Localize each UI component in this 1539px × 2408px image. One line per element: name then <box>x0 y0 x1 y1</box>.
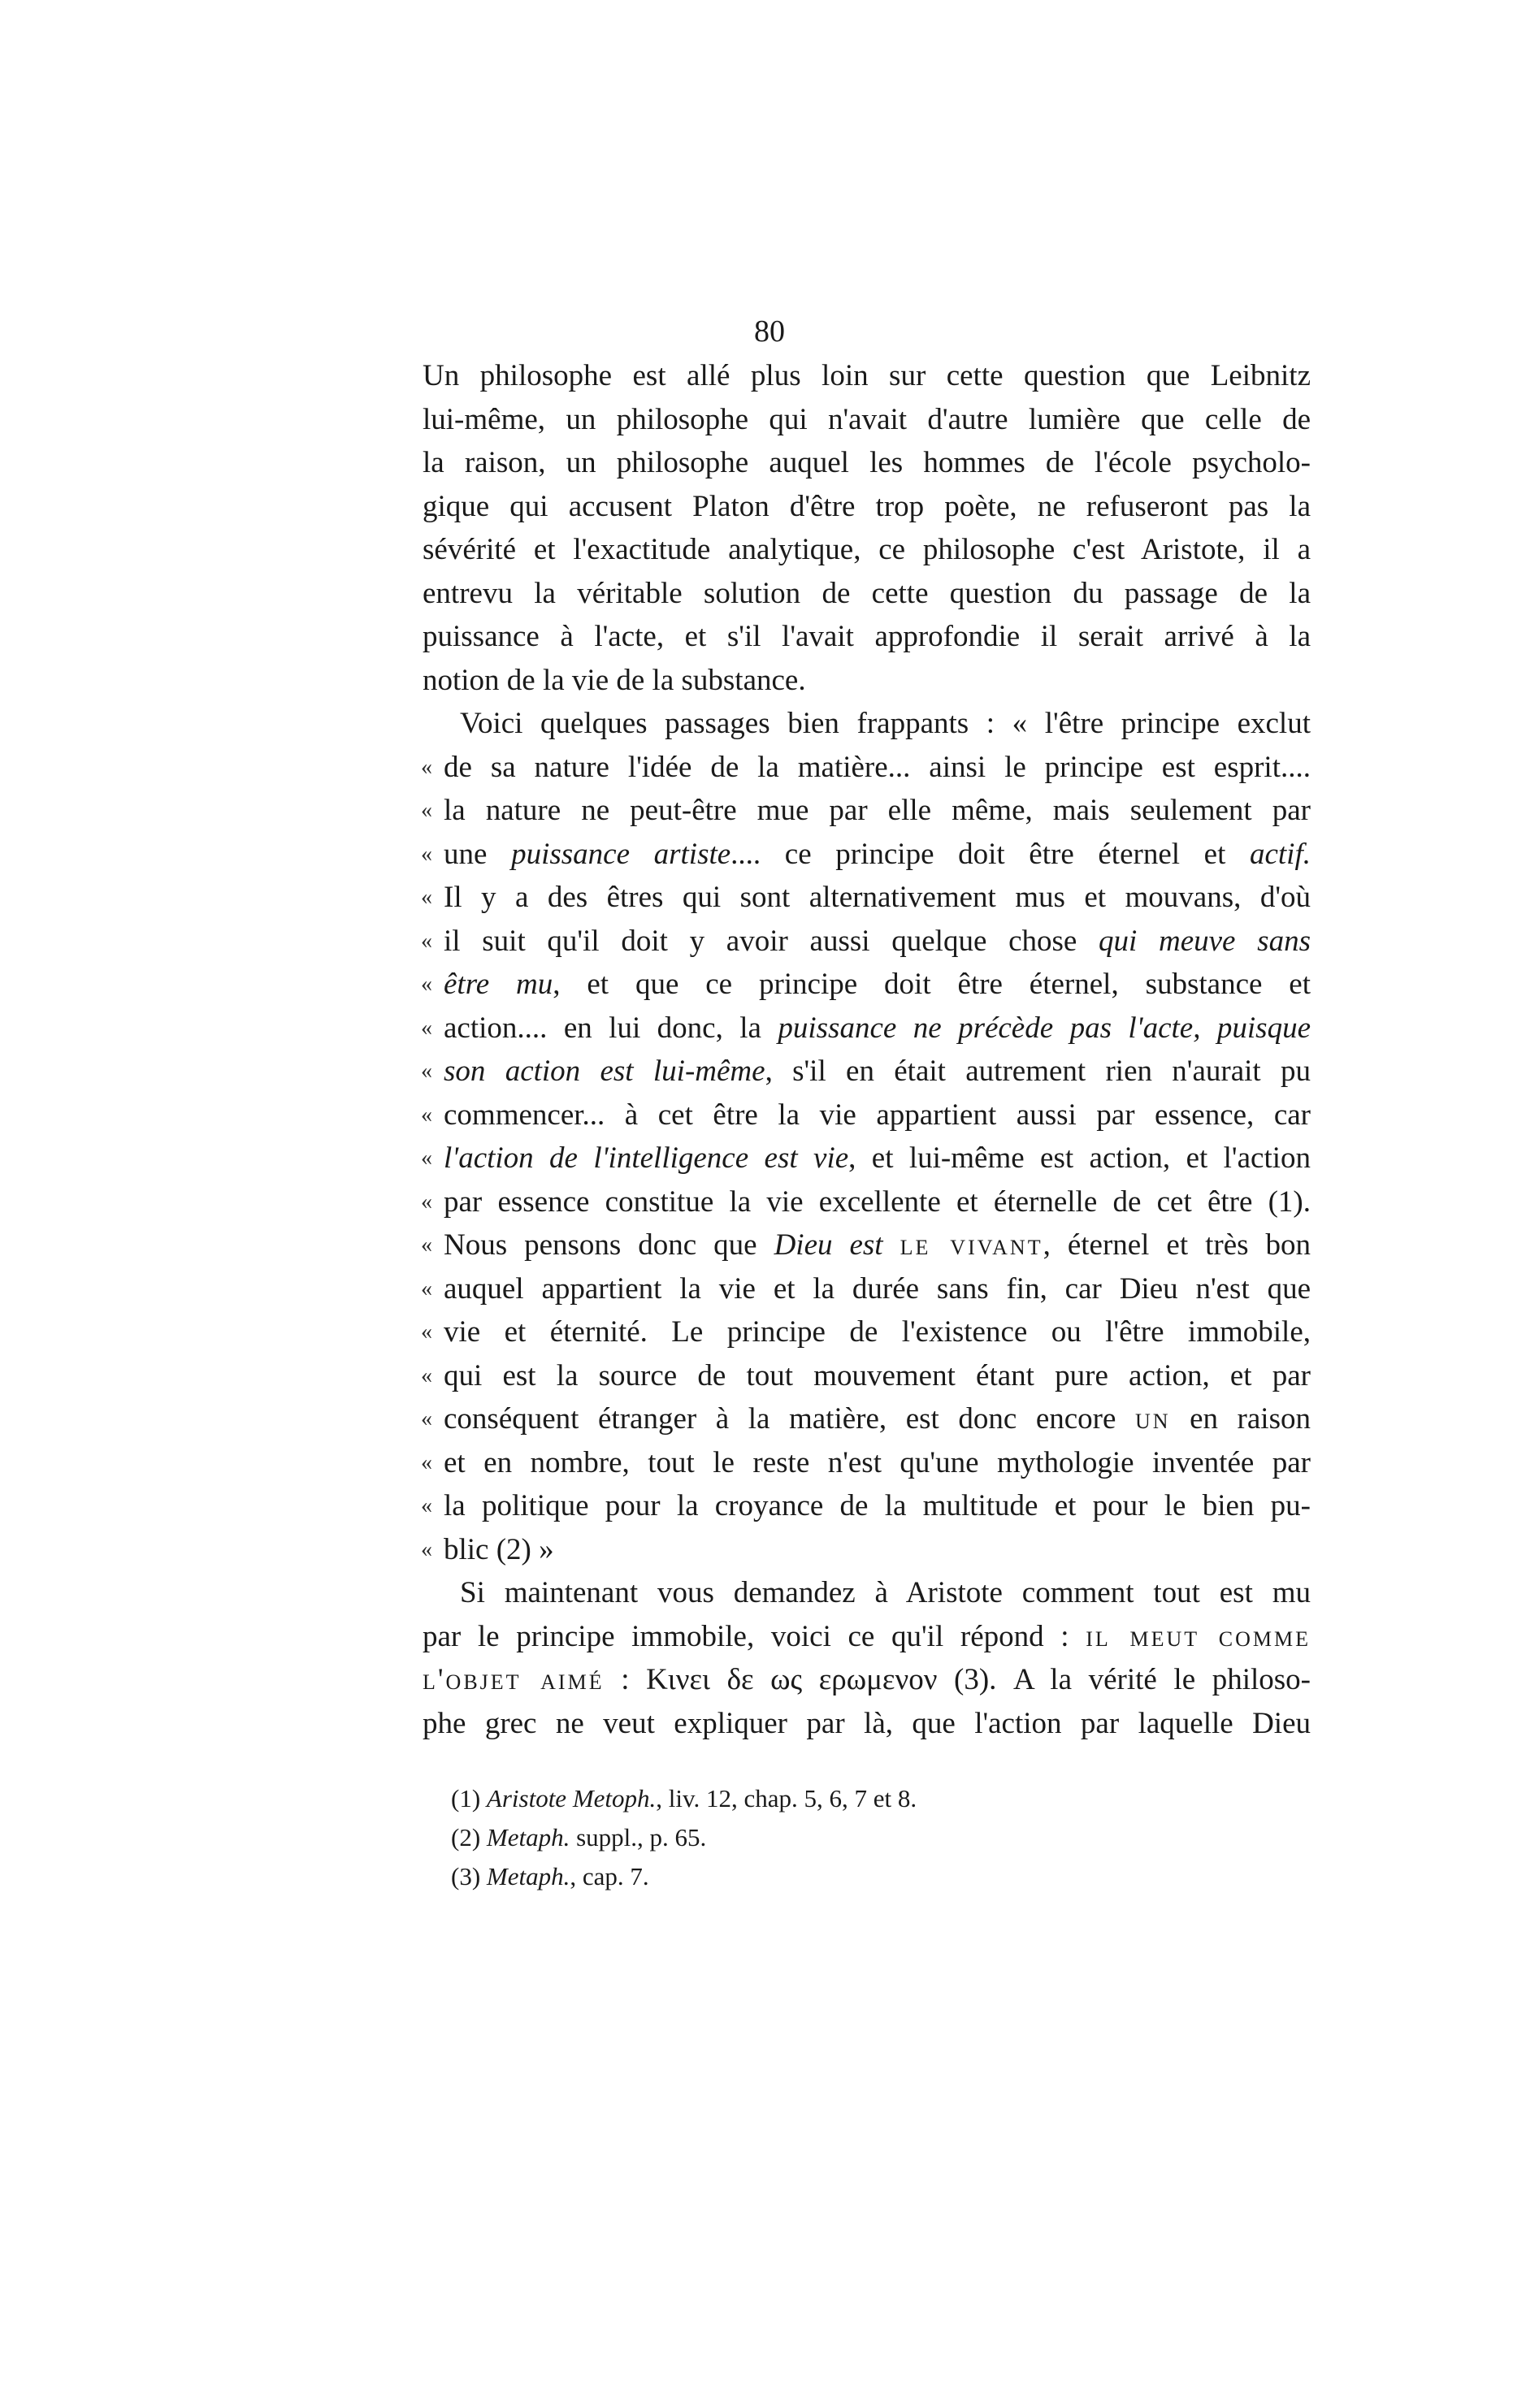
footnote <box>451 1818 1312 1857</box>
body-text <box>423 354 1311 1745</box>
line-text: auquel appartient la vie et la durée sans fin, car Dieu n'est que <box>444 1271 1311 1306</box>
italic-text: qui meuve sans <box>1099 924 1311 958</box>
italic-text: être mu <box>444 968 553 1001</box>
small-caps-text: le vivant <box>900 1228 1043 1262</box>
quote-mark: « <box>421 1493 432 1518</box>
quoted-line <box>423 1137 1311 1180</box>
quoted-line <box>423 1441 1311 1485</box>
line-text: , et que ce principe doit être éternel, substance et <box>553 968 1311 1001</box>
quoted-line <box>423 1094 1311 1137</box>
line-text: par le principe immobile, voici ce qu'il répond : <box>423 1619 1086 1653</box>
quoted-line <box>423 1007 1311 1050</box>
quoted-line <box>423 1223 1311 1267</box>
line-text: action.... en lui donc, la <box>444 1011 778 1045</box>
quote-mark: « <box>421 928 432 954</box>
line-text: il suit qu'il doit y avoir aussi quelque chose <box>444 924 1099 958</box>
line-text: , et lui-même est action, et l'action <box>848 1141 1311 1175</box>
line-text: une <box>444 837 512 871</box>
quoted-line <box>423 1397 1311 1441</box>
text-line: gique qui accusent Platon d'être trop poète, ne refuseront pas la <box>423 489 1311 523</box>
line-text: la nature ne peut-être mue par elle même, mais seulement par <box>444 794 1311 827</box>
text-line <box>423 1658 1311 1702</box>
text-line: Si maintenant vous demandez à Aristote comment tout est mu <box>460 1576 1311 1609</box>
text-line: puissance à l'acte, et s'il l'avait approfondie il serait arrivé à la <box>423 620 1311 653</box>
quoted-line <box>423 1310 1311 1354</box>
text-line <box>423 1615 1311 1659</box>
line-text: Il y a des êtres qui sont alternativement mus et mouvans, d'où <box>444 881 1311 914</box>
quote-mark: « <box>421 1015 432 1041</box>
footnote-source: Aristote Metoph. <box>486 1784 657 1812</box>
quote-mark: « <box>421 1232 432 1258</box>
italic-text: puissance ne précède pas l'acte, puisque <box>778 1011 1311 1045</box>
quote-mark: « <box>421 1406 432 1431</box>
text-line: sévérité et l'exactitude analytique, ce philosophe c'est Aristote, il a <box>423 533 1311 566</box>
line-text: , éternel et très bon <box>1043 1228 1311 1262</box>
footnote-text: , liv. 12, chap. 5, 6, 7 et 8. <box>656 1784 917 1812</box>
text-line: entrevu la véritable solution de cette question du passage de la <box>423 576 1311 610</box>
italic-text: Dieu est <box>774 1228 883 1262</box>
line-text: Nous pensons donc que <box>444 1228 774 1262</box>
quote-mark: « <box>421 972 432 997</box>
quoted-line <box>423 833 1311 877</box>
small-caps-text: il meut comme <box>1086 1619 1311 1653</box>
quote-mark: « <box>421 1059 432 1084</box>
line-text: blic (2) » <box>444 1532 554 1566</box>
line-text: conséquent étranger à la matière, est donc encore <box>444 1402 1135 1436</box>
footnote <box>451 1857 1312 1896</box>
italic-text: puissance artiste <box>511 837 731 871</box>
quote-mark: « <box>421 1362 432 1388</box>
quote-mark: « <box>421 885 432 910</box>
italic-text: son action est lui-même <box>444 1055 765 1088</box>
small-caps-text: l'objet aimé <box>423 1663 605 1696</box>
footnotes <box>451 1779 1312 1896</box>
line-text: et en nombre, tout le reste n'est qu'une mythologie inventée par <box>444 1445 1311 1479</box>
quoted-line <box>423 920 1311 964</box>
line-text: .... ce principe doit être éternel et <box>730 837 1250 871</box>
quoted-line <box>423 1354 1311 1398</box>
small-caps-text: un <box>1134 1402 1171 1436</box>
quote-mark: « <box>421 1189 432 1215</box>
text-line: Un philosophe est allé plus loin sur cette question que Leibnitz <box>423 359 1311 392</box>
line-text: , s'il en était autrement rien n'aurait pu <box>765 1055 1311 1088</box>
quoted-line <box>423 1528 1311 1572</box>
footnote-number: (1) <box>451 1784 481 1812</box>
text-line: notion de la vie de la substance. <box>423 663 806 697</box>
quoted-line <box>423 876 1311 920</box>
line-text: de sa nature l'idée de la matière... ainsi le principe est esprit.... <box>444 750 1311 784</box>
italic-text: l'action de l'intelligence est vie <box>444 1141 849 1175</box>
page-number: 80 <box>754 314 785 349</box>
quoted-line <box>423 1050 1311 1094</box>
footnote <box>451 1779 1312 1818</box>
text-line: phe grec ne veut expliquer par là, que l'action par laquelle Dieu <box>423 1706 1311 1740</box>
quoted-line <box>423 1484 1311 1528</box>
footnote-source: Metaph. <box>486 1862 570 1890</box>
quote-mark: « <box>421 841 432 867</box>
quote-mark: « <box>421 754 432 780</box>
quote-mark: « <box>421 1319 432 1345</box>
quoted-line <box>423 789 1311 833</box>
quote-mark: « <box>421 1275 432 1301</box>
footnote-text: , cap. 7. <box>570 1862 649 1890</box>
quote-mark: « <box>421 1102 432 1128</box>
quote-mark: « <box>421 1146 432 1171</box>
line-text: par essence constitue la vie excellente et éternelle de cet être (1). <box>444 1185 1311 1219</box>
line-text: commencer... à cet être la vie appartient aussi par essence, car <box>444 1098 1311 1132</box>
footnote-number: (3) <box>451 1862 481 1890</box>
line-text: qui est la source de tout mouvement étant pure action, et par <box>444 1358 1311 1392</box>
footnote-text: suppl., p. 65. <box>570 1823 707 1851</box>
line-text: vie et éternité. Le principe de l'existence ou l'être immobile, <box>444 1315 1311 1349</box>
quoted-line <box>423 1267 1311 1311</box>
text-line: lui-même, un philosophe qui n'avait d'autre lumière que celle de <box>423 402 1311 436</box>
text-line: Voici quelques passages bien frappants : « l'être principe exclut <box>460 707 1311 740</box>
line-text: la politique pour la croyance de la multitude et pour le bien pu- <box>444 1489 1311 1522</box>
italic-text: actif. <box>1249 837 1311 871</box>
quote-mark: « <box>421 1536 432 1562</box>
quoted-line <box>423 1180 1311 1224</box>
line-text: en raison <box>1170 1402 1311 1436</box>
quoted-line <box>423 746 1311 790</box>
quoted-line <box>423 963 1311 1007</box>
footnote-source: Metaph. <box>486 1823 570 1851</box>
line-text: : Κινει δε ως ερωμενον (3). A la vérité le philoso- <box>604 1663 1311 1696</box>
quote-mark: « <box>421 1449 432 1475</box>
quote-mark: « <box>421 798 432 823</box>
text-line: la raison, un philosophe auquel les hommes de l'école psycholo- <box>423 446 1311 479</box>
footnote-number: (2) <box>451 1823 481 1851</box>
